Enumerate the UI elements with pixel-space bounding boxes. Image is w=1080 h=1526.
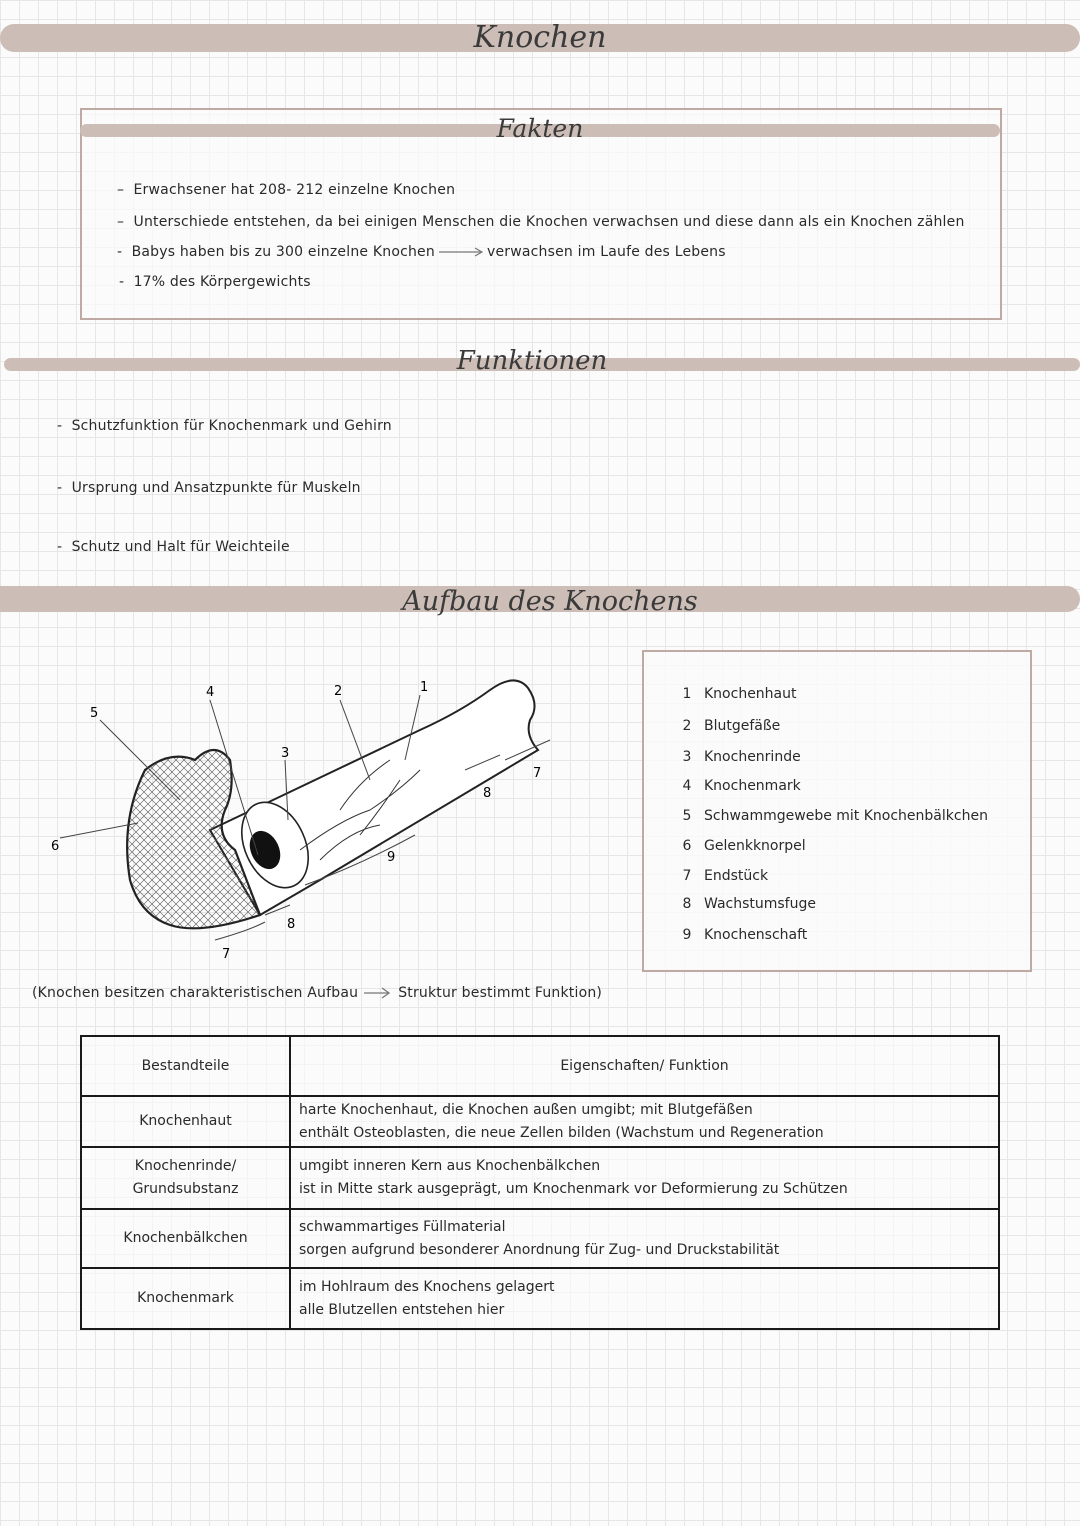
diagram-label: 1 bbox=[420, 680, 429, 695]
structure-heading: Aufbau des Knochens bbox=[402, 586, 698, 617]
table-row bbox=[81, 1147, 999, 1209]
diagram-label: 9 bbox=[387, 850, 396, 865]
table-cell-desc: im Hohlraum des Knochens gelagert alle Blutzellen entstehen hier bbox=[290, 1268, 999, 1329]
diagram-label: 8 bbox=[483, 786, 492, 801]
arrow-right-icon bbox=[439, 246, 485, 258]
fact-item: – Erwachsener hat 208- 212 einzelne Knochen bbox=[117, 182, 456, 198]
components-table bbox=[80, 1035, 1000, 1330]
fact-item: – Unterschiede entstehen, da bei einigen Menschen die Knochen verwachsen und diese dann als ein Knochen zählen bbox=[117, 214, 965, 230]
fact-item: - 17% des Körpergewichts bbox=[119, 274, 311, 290]
table-row bbox=[81, 1268, 999, 1329]
table-cell-desc: schwammartiges Füllmaterial sorgen aufgrund besonderer Anordnung für Zug- und Druckstabilität bbox=[290, 1209, 999, 1268]
arrow-right-icon bbox=[364, 986, 392, 1000]
diagram-label: 2 bbox=[334, 684, 343, 699]
diagram-label: 7 bbox=[222, 947, 231, 962]
diagram-label: 6 bbox=[51, 839, 60, 854]
fact-item-babies: - Babys haben bis zu 300 einzelne Knochen verwachsen im Laufe des Lebens bbox=[117, 244, 726, 260]
page-title: Knochen bbox=[473, 20, 607, 55]
facts-heading: Fakten bbox=[496, 114, 584, 143]
functions-heading: Funktionen bbox=[456, 346, 608, 376]
table-cell-part: Knochenhaut bbox=[81, 1096, 290, 1147]
diagram-label: 5 bbox=[90, 706, 99, 721]
table-header: Bestandteile bbox=[81, 1036, 290, 1096]
table-cell-part: Knochenmark bbox=[81, 1268, 290, 1329]
function-item: - Schutz und Halt für Weichteile bbox=[57, 539, 290, 555]
function-item: - Schutzfunktion für Knochenmark und Gehirn bbox=[57, 418, 392, 434]
table-cell-desc: harte Knochenhaut, die Knochen außen umgibt; mit Blutgefäßen enthält Osteoblasten, die neue Zellen bilden (Wachstum und Regeneration bbox=[290, 1096, 999, 1147]
table-row bbox=[81, 1209, 999, 1268]
diagram-label: 8 bbox=[287, 917, 296, 932]
diagram-label: 7 bbox=[533, 766, 542, 781]
table-cell-part: Knochenrinde/ Grundsubstanz bbox=[81, 1147, 290, 1209]
table-cell-desc: umgibt inneren Kern aus Knochenbälkchen ist in Mitte stark ausgeprägt, um Knochenmark vor Deformierung zu Schützen bbox=[290, 1147, 999, 1209]
table-cell-part: Knochenbälkchen bbox=[81, 1209, 290, 1268]
table-row bbox=[81, 1096, 999, 1147]
diagram-label: 3 bbox=[281, 746, 290, 761]
table-header-row bbox=[81, 1036, 999, 1096]
structure-note: (Knochen besitzen charakteristischen Aufbau Struktur bestimmt Funktion) bbox=[32, 985, 603, 1001]
diagram-label: 4 bbox=[206, 685, 215, 700]
function-item: - Ursprung und Ansatzpunkte für Muskeln bbox=[57, 480, 361, 496]
table-header: Eigenschaften/ Funktion bbox=[290, 1036, 999, 1096]
bone-diagram bbox=[20, 660, 610, 970]
